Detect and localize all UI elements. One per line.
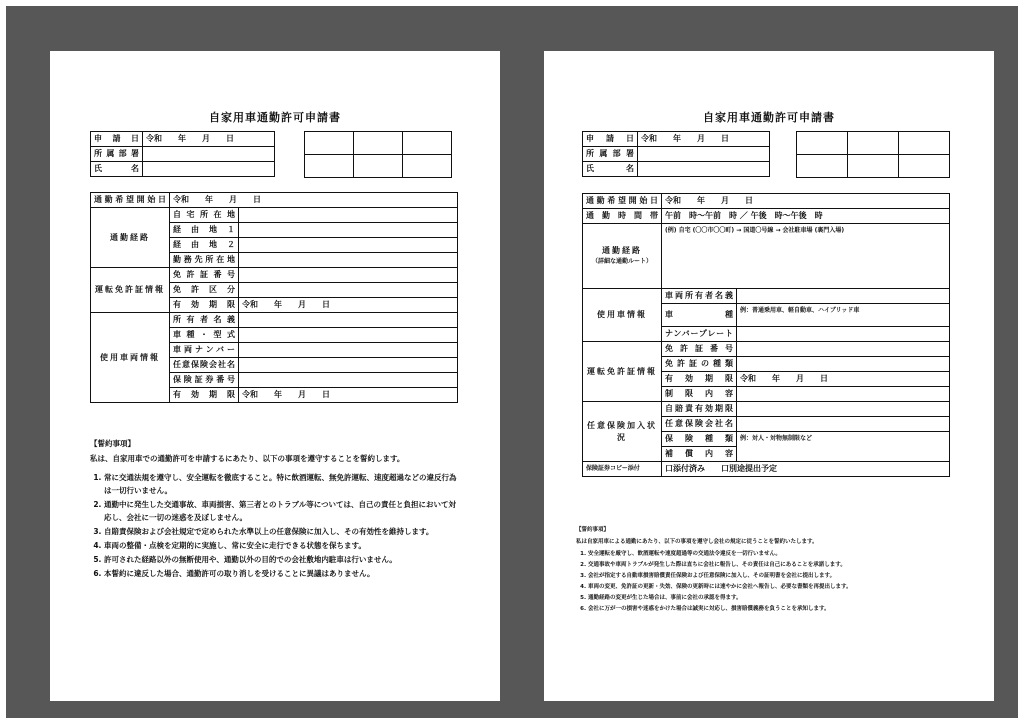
label-name: 氏名 (91, 162, 143, 177)
label-vehicle-item: ナンバープレート (662, 327, 737, 342)
label-license-item: 免許証の種類 (662, 357, 737, 372)
label-application-date: 申請日 (91, 132, 143, 147)
applicant-table (582, 131, 770, 177)
form-title: 自家用車通勤許可申請書 (209, 111, 341, 124)
license-field[interactable] (737, 342, 950, 357)
section-license-info: 運転免許証情報 (91, 268, 170, 313)
label-vehicle-item: 保険証券番号 (170, 373, 239, 388)
stamp-box[interactable] (354, 132, 403, 155)
pledge-list (576, 549, 960, 614)
name-field[interactable] (143, 162, 275, 177)
stamp-box[interactable] (305, 155, 354, 178)
label-insurance-item: 任意保険会社名 (662, 417, 737, 432)
pledge-item: 6. 会社に万が一の損害や迷惑をかけた場合は誠実に対応し、損害賠償義務を負うことを承知します。 (588, 604, 960, 614)
pledge-heading: 【誓約事項】 (90, 439, 135, 448)
pledge-section (576, 525, 960, 615)
pledge-item: 1. 常に交通法規を遵守し、安全運転を徹底すること。特に飲酒運転、無免許運転、速度超過などの違反行為は一切行いません。 (104, 471, 462, 497)
pledge-intro: 私は、自家用車での通勤許可を申請するにあたり、以下の事項を遵守することを誓約します。 (90, 454, 405, 463)
insurance-field[interactable] (737, 417, 950, 432)
label-vehicle-item: 車種・型式 (170, 328, 239, 343)
main-info-table (90, 192, 458, 403)
form-page-right (544, 51, 994, 701)
insurance-example: 例：対人・対物無制限など (740, 435, 813, 442)
commute-time-field[interactable]: 午前 時〜午前 時 ／ 午後 時〜午後 時 (662, 209, 950, 224)
pledge-item: 2. 交通事故や車両トラブルが発生した際は直ちに会社に報告し、その責任は自己にあることを承諾します。 (588, 560, 960, 570)
start-date-field[interactable]: 令和 年 月 日 (662, 194, 950, 209)
label-license-item: 免許区分 (170, 283, 239, 298)
pledge-item: 5. 通勤経路の変更が生じた場合は、事前に会社の承認を得ます。 (588, 593, 960, 603)
label-insurance-item: 補償内容 (662, 447, 737, 462)
vehicle-field[interactable] (239, 313, 458, 328)
label-license-item: 有効期限 (662, 372, 737, 387)
pledge-item: 1. 安全運転を厳守し、飲酒運転や速度超過等の交通法令違反を一切行いません。 (588, 549, 960, 559)
stamp-box[interactable] (899, 155, 950, 178)
license-field[interactable] (239, 268, 458, 283)
vehicle-type-field[interactable] (737, 304, 950, 327)
label-department: 所属部署 (91, 147, 143, 162)
label-license-item: 有効期限 (170, 298, 239, 313)
approval-stamp-boxes (796, 131, 950, 178)
vehicle-expiry-field[interactable]: 令和 年 月 日 (239, 388, 458, 403)
applicant-table (90, 131, 275, 177)
license-expiry-field[interactable]: 令和 年 月 日 (239, 298, 458, 313)
label-vehicle-item: 車両ナンバー (170, 343, 239, 358)
label-vehicle-item: 有効期限 (170, 388, 239, 403)
route-section-sub: （詳細な通勤ルート） (591, 258, 652, 265)
route-example: (例) 自宅 (〇〇市〇〇町) → 国道〇号線 → 会社駐車場 (裏門入場) (665, 227, 845, 234)
vehicle-field[interactable] (239, 328, 458, 343)
label-vehicle-item: 所有者名義 (170, 313, 239, 328)
route-section-label: 通勤経路 (602, 246, 642, 255)
pledge-section (90, 437, 462, 581)
stamp-box[interactable] (403, 155, 452, 178)
department-field[interactable] (638, 147, 770, 162)
pledge-item: 4. 車両の整備・点検を定期的に実施し、常に安全に走行できる状態を保ちます。 (104, 539, 462, 552)
license-field[interactable] (239, 283, 458, 298)
label-license-item: 制限内容 (662, 387, 737, 402)
stamp-box[interactable] (403, 132, 452, 155)
stamp-box[interactable] (848, 155, 899, 178)
section-vehicle-info: 使用車両情報 (91, 313, 170, 403)
pledge-intro: 私は自家用車による通勤にあたり、以下の事項を遵守し会社の規定に従うことを誓約いたします。 (576, 539, 818, 545)
pledge-item: 5. 許可された経路以外の無断使用や、通勤以外の目的での会社敷地内駐車は行いません。 (104, 553, 462, 566)
label-route-item: 自宅所在地 (170, 208, 239, 223)
label-commute-time: 通勤時間帯 (583, 209, 662, 224)
label-vehicle-item: 任意保険会社名 (170, 358, 239, 373)
pledge-item: 6. 本誓約に違反した場合、通勤許可の取り消しを受けることに異議はありません。 (104, 567, 462, 580)
label-insurance-item: 保険種類 (662, 432, 737, 447)
name-field[interactable] (638, 162, 770, 177)
label-route-item: 経由地２ (170, 238, 239, 253)
document-frame (6, 6, 1018, 718)
pledge-list (90, 471, 462, 580)
label-route-item: 経由地１ (170, 223, 239, 238)
route-field[interactable] (239, 238, 458, 253)
main-info-table (582, 193, 950, 477)
label-license-item: 免許証番号 (170, 268, 239, 283)
form-page-left (50, 51, 500, 701)
application-date-field[interactable]: 令和 年 月 日 (638, 132, 770, 147)
pledge-item: 4. 車両の変更、免許証の更新・失効、保険の更新時には速やかに会社へ報告し、必要な書類を再提出します。 (588, 582, 960, 592)
label-start-date: 通勤希望開始日 (583, 194, 662, 209)
application-date-field[interactable]: 令和 年 月 日 (143, 132, 275, 147)
attachment-checkboxes[interactable]: 口添付済み 口別途提出予定 (662, 462, 950, 477)
route-field[interactable] (239, 208, 458, 223)
label-name: 氏名 (583, 162, 638, 177)
stamp-box[interactable] (797, 155, 848, 178)
license-plate-field[interactable] (737, 327, 950, 342)
route-field[interactable] (239, 223, 458, 238)
pledge-item: 3. 自賠責保険および会社規定で定められた水準以上の任意保険に加入し、その有効性を維持します。 (104, 525, 462, 538)
pledge-item: 2. 通勤中に発生した交通事故、車両損害、第三者とのトラブル等については、自己の責任と負担において対応し、会社に一切の迷惑を及ぼしません。 (104, 498, 462, 524)
section-commute-route: 通勤経路 (91, 208, 170, 268)
section-commute-route (583, 224, 662, 289)
vehicle-field[interactable] (239, 343, 458, 358)
vehicle-field[interactable] (239, 358, 458, 373)
insurance-field[interactable] (737, 402, 950, 417)
stamp-box[interactable] (899, 132, 950, 155)
label-attachment: 保険証券コピー添付 (583, 462, 662, 477)
pledge-item: 3. 会社が指定する自動車損害賠償責任保険および任意保険に加入し、その証明書を会社に提出します。 (588, 571, 960, 581)
label-route-item: 勤務先所在地 (170, 253, 239, 268)
stamp-box[interactable] (354, 155, 403, 178)
label-start-date: 通勤希望開始日 (91, 193, 170, 208)
stamp-box[interactable] (848, 132, 899, 155)
stamp-box[interactable] (797, 132, 848, 155)
vehicle-field[interactable] (239, 373, 458, 388)
vehicle-type-example: 例：普通乗用車、軽自動車、ハイブリッド車 (740, 307, 860, 314)
stamp-box[interactable] (305, 132, 354, 155)
label-application-date: 申請日 (583, 132, 638, 147)
label-vehicle-item: 車両所有者名義 (662, 289, 737, 304)
license-field[interactable] (737, 387, 950, 402)
department-field[interactable] (143, 147, 275, 162)
pledge-heading: 【誓約事項】 (576, 527, 610, 533)
approval-stamp-boxes (304, 131, 452, 178)
section-insurance-info: 任意保険加入状況 (583, 402, 662, 462)
start-date-field[interactable]: 令和 年 月 日 (170, 193, 458, 208)
vehicle-owner-field[interactable] (737, 289, 950, 304)
route-field[interactable] (239, 253, 458, 268)
section-license-info: 運転免許証情報 (583, 342, 662, 402)
form-title: 自家用車通勤許可申請書 (703, 111, 835, 124)
license-field[interactable] (737, 357, 950, 372)
license-expiry-field[interactable]: 令和 年 月 日 (737, 372, 950, 387)
route-detail-field[interactable] (662, 224, 950, 289)
insurance-coverage-field[interactable] (737, 432, 950, 462)
label-insurance-item: 自賠責有効期限 (662, 402, 737, 417)
label-license-item: 免許証番号 (662, 342, 737, 357)
label-department: 所属部署 (583, 147, 638, 162)
label-vehicle-item: 車種 (662, 304, 737, 327)
section-vehicle-info: 使用車情報 (583, 289, 662, 342)
